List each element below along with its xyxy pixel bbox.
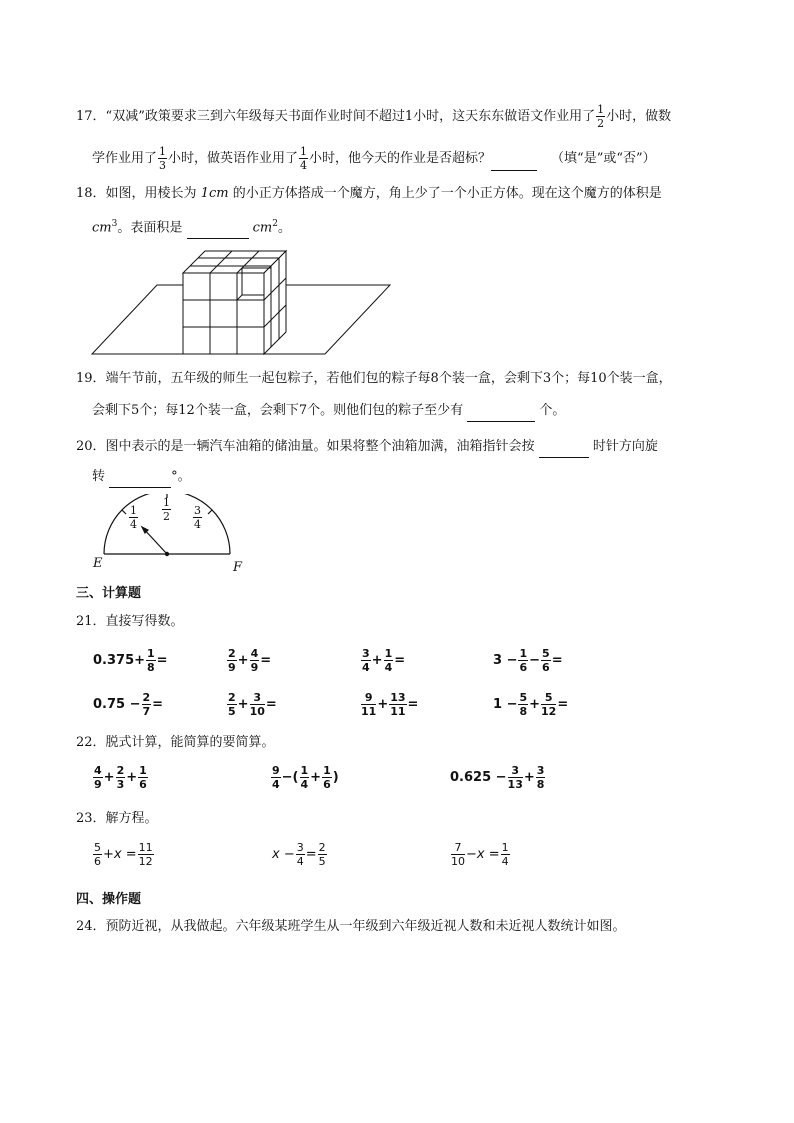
q21-expr-4: 3 − $\frac{1}{6}$ − $\frac{5}{6}$ = [493,647,563,674]
q19-line2: 会剩下5个；每12个装一盒，会剩下7个。则他们包的粽子至少有 个。 [92,400,565,422]
gauge-label-quarter: $\frac{1}{4}$ [130,504,137,531]
q21-title: 21．直接写得数。 [76,614,184,629]
q21-expr-2: $\frac{2}{9}$ + $\frac{4}{9}$ = [228,647,272,674]
q22-expr-1: $\frac{4}{9}$ + $\frac{2}{3}$ + $\frac{1}{6}$ [94,764,147,791]
answer-blank-q20-angle[interactable] [109,471,171,488]
q18-line1: 18．如图，用棱长为 1cm 的小正方体搭成一个魔方，角上少了一个小正方体。现在这个魔方的体积是 [76,186,662,201]
answer-blank-q18-area[interactable] [187,222,249,239]
q24-text: 24．预防近视，从我做起。六年级某班学生从一年级到六年级近视人数和未近视人数统计如图。 [76,919,626,934]
fraction-1-3: $\frac{1}{3}$ [159,145,167,172]
q21-expr-1: 0.375+ $\frac{1}{8}$ = [93,647,168,674]
q18-line2: $cm^3$。表面积是 $cm^2$。 [92,213,291,239]
gauge-label-e: E [93,556,103,571]
fraction-1-2: $\frac{1}{2}$ [597,103,605,130]
gauge-label-f: F [233,560,243,575]
q21-expr-7: $\frac{9}{11}$ + $\frac{13}{11}$ = [361,691,419,718]
q21-expr-3: $\frac{3}{4}$ + $\frac{1}{4}$ = [362,647,406,674]
rubiks-cube-figure [90,243,395,358]
q17-line1: 17．“双减”政策要求三到六年级每天书面作业时间不超过1小时，这天东东做语文作业用了 $\frac{1}{2}$ 小时，做数 [76,103,672,130]
gauge-label-half: $\frac{1}{2}$ [163,496,170,523]
q20-line1: 20．图中表示的是一辆汽车油箱的储油量。如果将整个油箱加满，油箱指针会按 时针方向旋 [76,436,658,458]
tick-three-quarter [208,510,212,514]
q23-equation-3: $\frac{7}{10}$ −x = $\frac{1}{4}$ [451,841,509,868]
q23-title: 23．解方程。 [76,811,158,826]
needle-pivot [165,552,169,556]
q20-line2: 转 °。 [92,466,191,488]
tick-quarter [122,510,126,514]
answer-blank-q17[interactable] [491,154,537,171]
q22-expr-3: 0.625 − $\frac{3}{13}$ + $\frac{3}{8}$ [450,764,545,791]
q23-equation-2: x − $\frac{3}{4}$ = $\frac{2}{5}$ [272,841,326,868]
answer-blank-q19[interactable] [467,405,535,422]
q23-equation-1: $\frac{5}{6}$ +x = $\frac{11}{12}$ [94,841,153,868]
gauge-label-three-quarter: $\frac{3}{4}$ [194,504,201,531]
q21-expr-6: $\frac{2}{5}$ + $\frac{3}{10}$ = [228,691,277,718]
q21-expr-5: 0.75 − $\frac{2}{7}$ = [93,691,164,718]
answer-blank-q20-direction[interactable] [539,441,589,458]
q19-line1: 19．端午节前，五年级的师生一起包粽子，若他们包的粽子每8个装一盒，会剩下3个；每10个装一盒， [76,371,672,386]
q22-title: 22．脱式计算，能简算的要简算。 [76,735,275,750]
q22-expr-2: $\frac{9}{4}$ −( $\frac{1}{4}$ + $\frac{1}{6}$ ) [272,764,339,791]
q17-line2: 学作业用了 $\frac{1}{3}$ 小时，做英语作业用了 $\frac{1}{4}$ 小时，他今天的作业是否超标？ （填“是”或“否”） [92,145,656,172]
fraction-1-4: $\frac{1}{4}$ [300,145,308,172]
section-heading-operation: 四、操作题 [76,892,142,907]
q21-expr-8: 1 − $\frac{5}{8}$ + $\frac{5}{12}$ = [493,691,569,718]
section-heading-calculation: 三、计算题 [76,586,142,601]
q17-number: 17． [76,109,106,124]
